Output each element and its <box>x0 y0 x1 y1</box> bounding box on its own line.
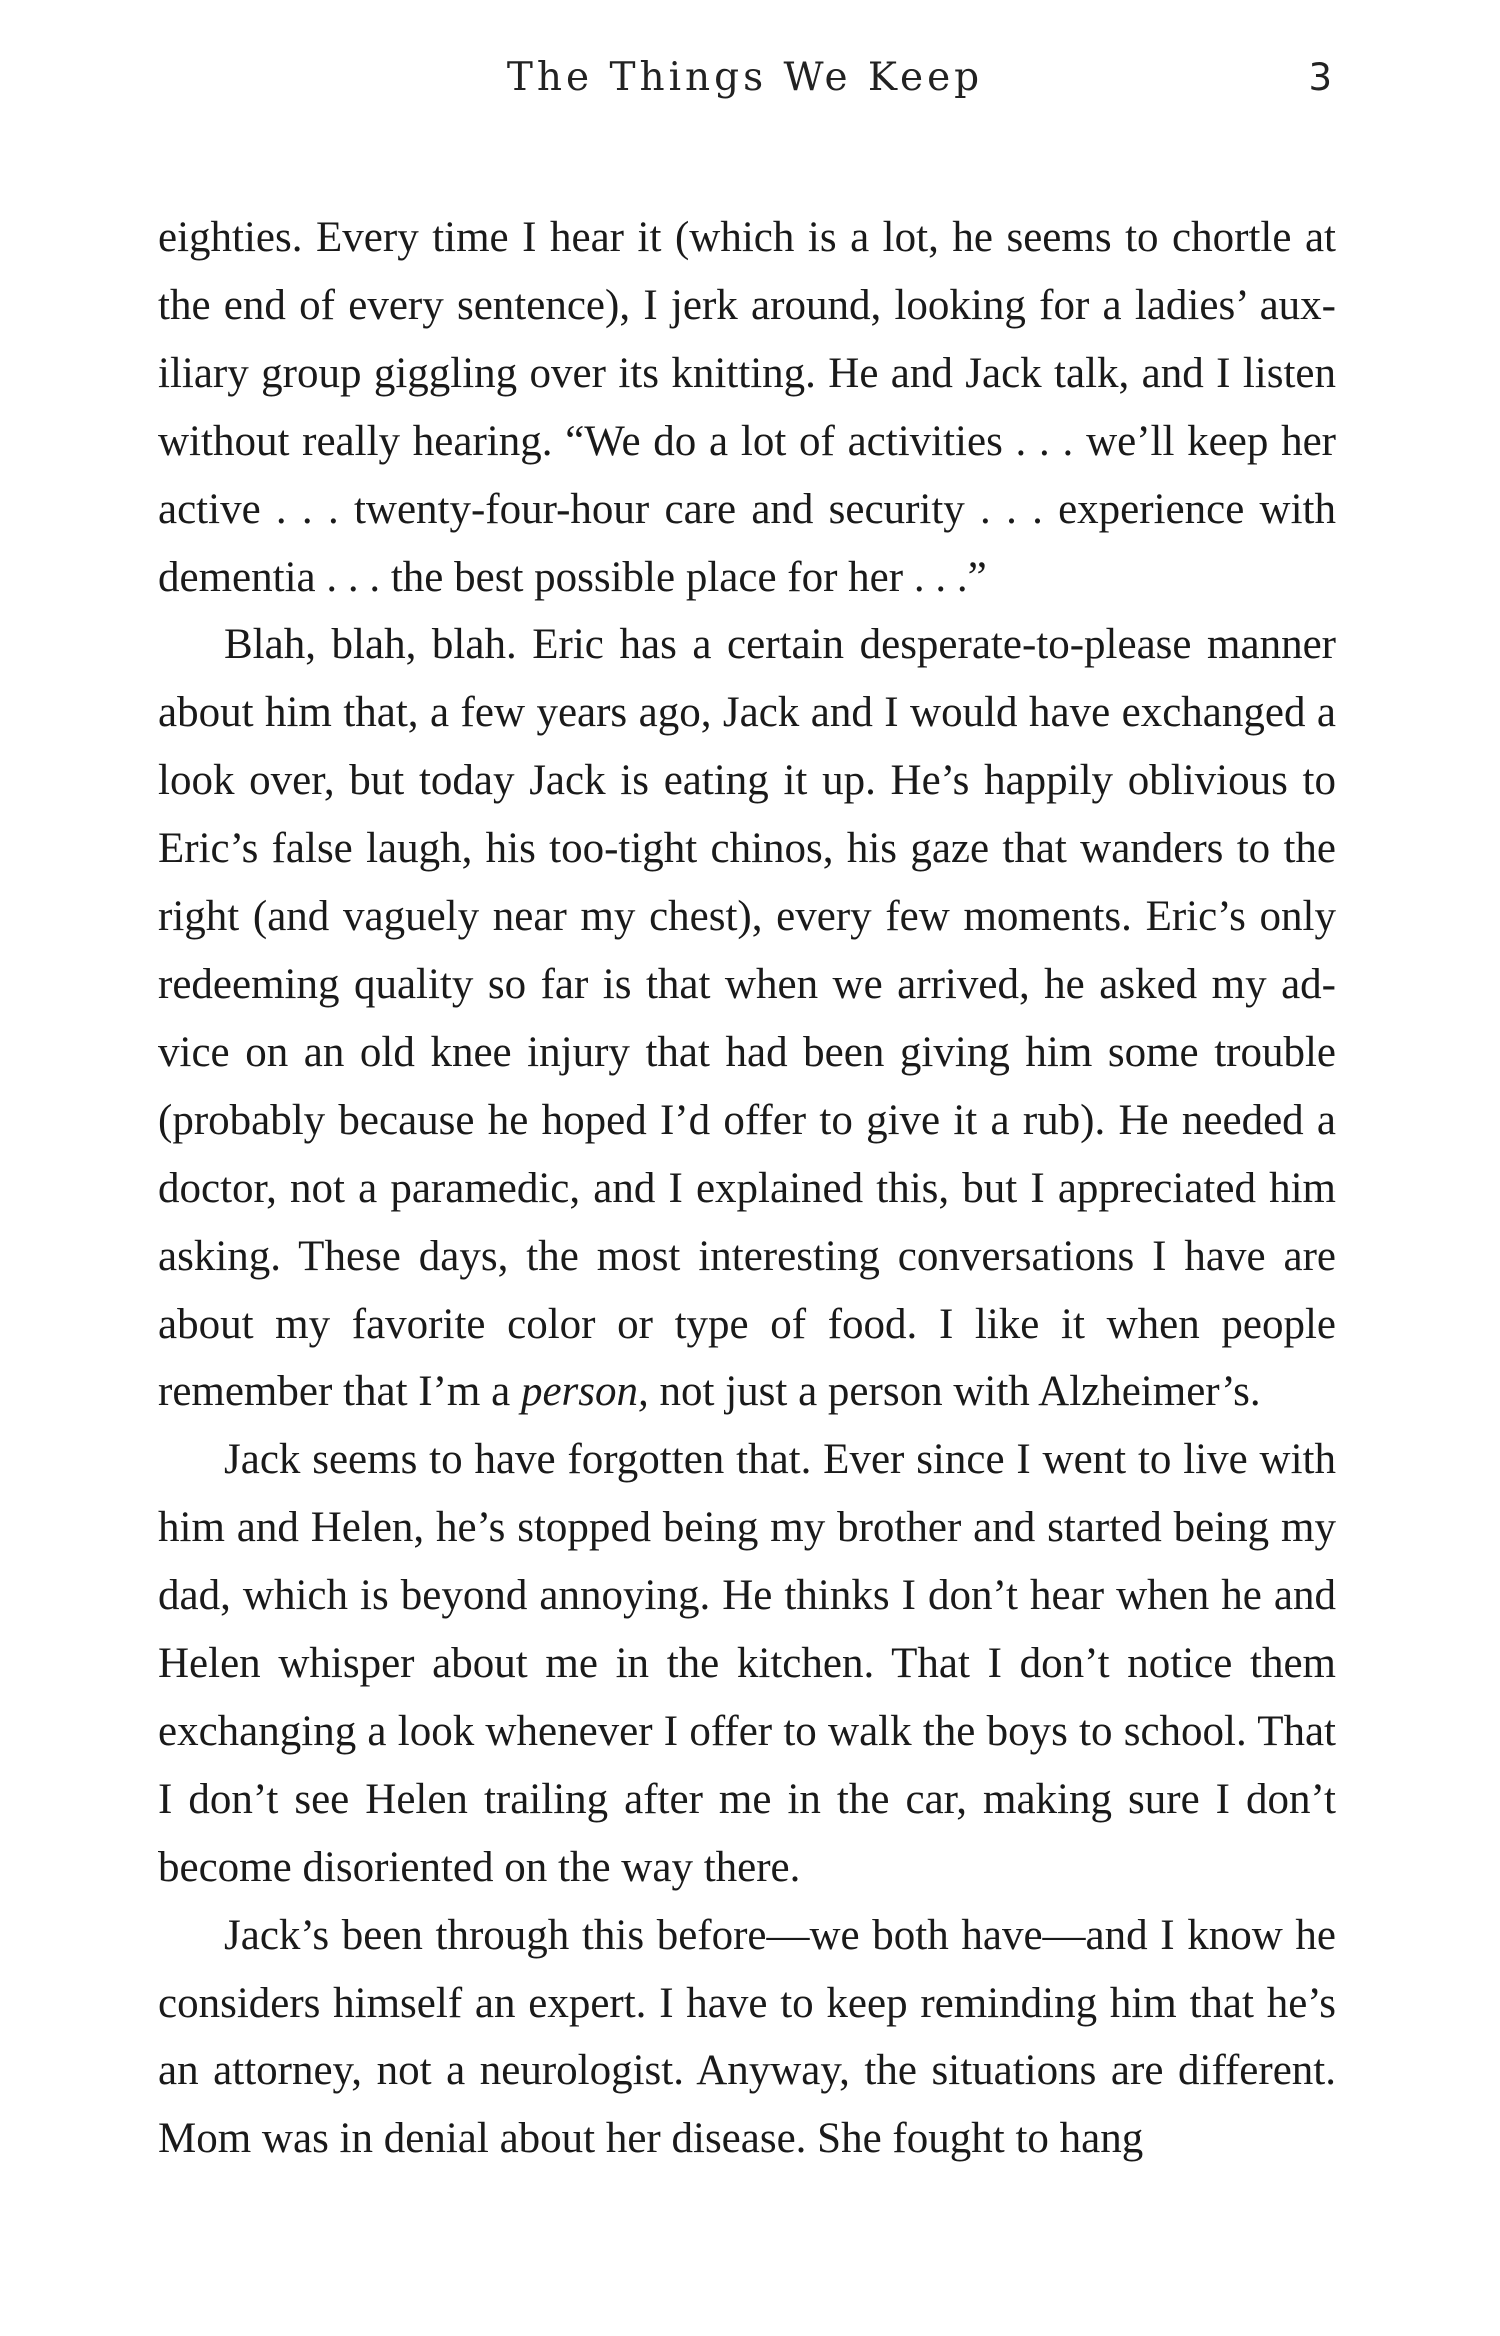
paragraph-4 <box>158 1902 1336 2174</box>
paragraph-2-emphasis: person, <box>520 1368 649 1416</box>
paragraph-2-end: not just a person with Alzheimer’s. <box>648 1368 1261 1416</box>
running-title: The Things We Keep <box>506 55 984 100</box>
page-number: 3 <box>1308 56 1332 99</box>
paragraph-3 <box>158 1426 1336 1901</box>
paragraph-4-text: Jack’s been through this before—we both have—and I know he considers himself an expert. I have to keep reminding him that he’s an attorney, not a neurologist. Anyway, the situations are different. Mom was in denial about her disease. She fought to hang <box>158 1911 1336 2163</box>
paragraph-2 <box>158 611 1336 1426</box>
paragraph-1-text: eighties. Every time I hear it (which is a lot, he seems to chortle at the end of every sentence), I jerk around, looking for a ladies’ auxiliary group giggling over its knitting. He and Jack talk, and I listen without really hearing. “We do a lot of activities . . . we’ll keep her active . . . twenty-four-hour care and security . . . experience with dementia . . . the best possible place for her . . .” <box>158 214 1336 601</box>
paragraph-3-text: Jack seems to have forgotten that. Ever since I went to live with him and Helen, he’s stopped being my brother and started being my dad, which is beyond annoying. He thinks I don’t hear when he and Helen whisper about me in the kitchen. That I don’t notice them exchanging a look whenever I offer to walk the boys to school. That I don’t see Helen trailing after me in the car, making sure I don’t become disoriented on the way there. <box>158 1436 1336 1891</box>
running-head <box>0 48 1500 118</box>
paragraph-2-text: Blah, blah, blah. Eric has a certain desperate-to-please manner about him that, a few years ago, Jack and I would have exchanged a look over, but today Jack is eating it up. He’s happily oblivious to Eric’s false laugh, his too-tight chinos, his gaze that wanders to the right (and vaguely near my chest), every few moments. Eric’s only redeeming quality so far is that when we arrived, he asked my advice on an old knee injury that had been giving him some trouble (probably because he hoped I’d offer to give it a rub). He needed a doctor, not a paramedic, and I explained this, but I appreciated him asking. These days, the most interesting conversations I have are about my favorite color or type of food. I like it when people remember that I’m a <box>158 621 1336 1416</box>
body-text <box>158 204 1336 2173</box>
paragraph-1 <box>158 204 1336 611</box>
